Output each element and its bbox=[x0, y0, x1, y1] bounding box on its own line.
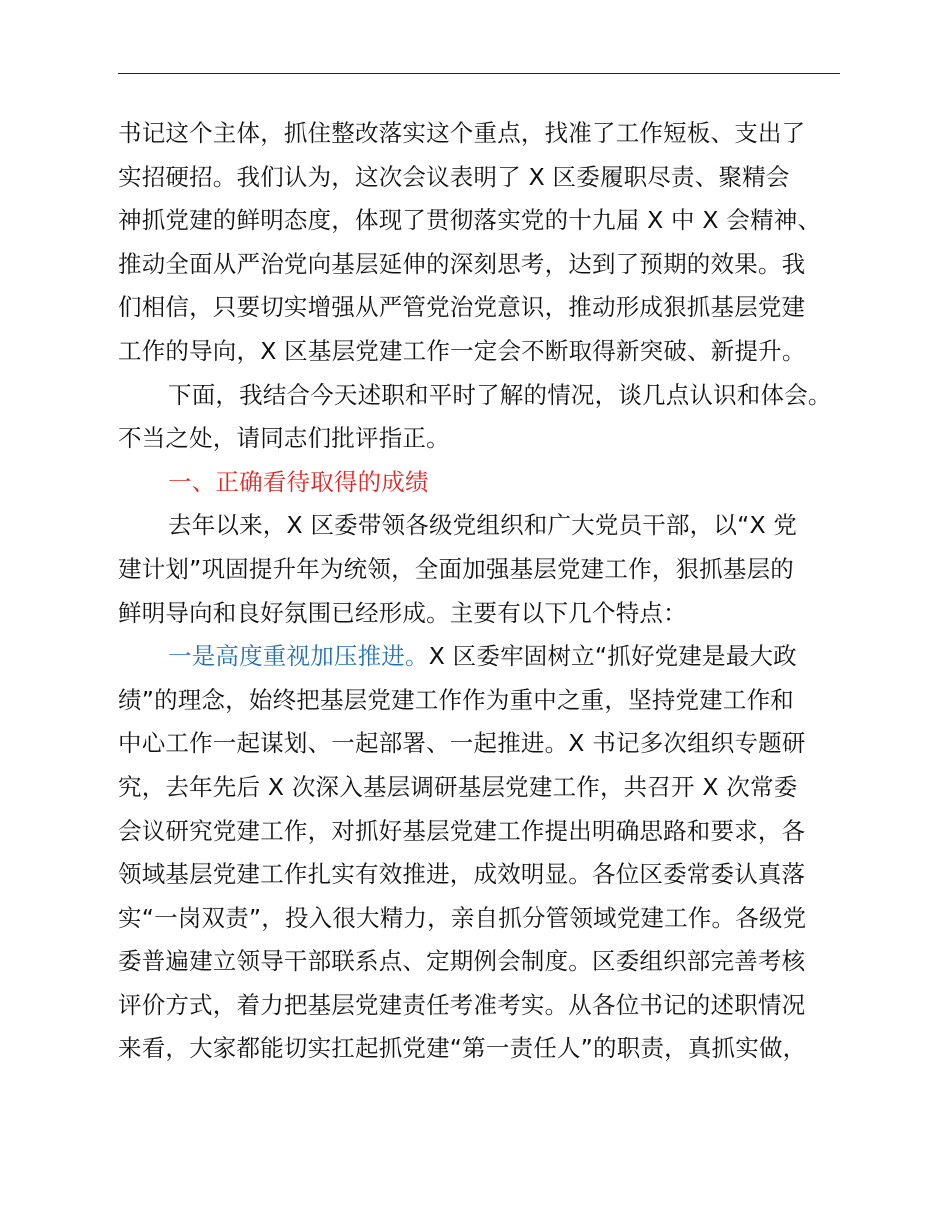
section-heading: 一、正确看待取得的成绩 bbox=[168, 467, 429, 496]
text-line: 究，去年先后 X 次深入基层调研基层党建工作，共召开 X 次常委 bbox=[118, 772, 798, 801]
text-line: 实“一岗双责”，投入很大精力，亲自抓分管领域党建工作。各级党 bbox=[118, 903, 807, 932]
text-line: 建计划”巩固提升年为统领，全面加强基层党建工作，狠抓基层的 bbox=[118, 554, 794, 583]
text-line: 不当之处，请同志们批评指正。 bbox=[118, 424, 450, 453]
text-line: 工作的导向，X 区基层党建工作一定会不断取得新突破、新提升。 bbox=[118, 336, 806, 365]
text-line: 鲜明导向和良好氛围已经形成。主要有以下几个特点： bbox=[118, 598, 687, 627]
text-line: 中心工作一起谋划、一起部署、一起推进。X 书记多次组织专题研 bbox=[118, 729, 806, 758]
text-line: 绩”的理念，始终把基层党建工作作为重中之重，坚持党建工作和 bbox=[118, 685, 794, 714]
header-rule bbox=[118, 73, 840, 74]
text-line: 去年以来，X 区委带领各级党组织和广大党员干部，以“X 党 bbox=[168, 511, 798, 540]
document-body bbox=[118, 112, 840, 1071]
text-line: 评价方式，着力把基层党建责任考准考实。从各位书记的述职情况 bbox=[118, 990, 806, 1019]
text-line: X 区委牢固树立“抓好党建是最大政 bbox=[428, 642, 797, 671]
text-line: 会议研究党建工作，对抓好基层党建工作提出明确思路和要求，各 bbox=[118, 816, 806, 845]
text-line: 神抓党建的鲜明态度，体现了贯彻落实党的十九届 X 中 X 会精神、 bbox=[118, 206, 822, 235]
text-line: 书记这个主体，抓住整改落实这个重点，找准了工作短板、支出了 bbox=[118, 119, 806, 147]
point-paragraph-start bbox=[118, 635, 840, 679]
text-line: 领域基层党建工作扎实有效推进，成效明显。各位区委常委认真落 bbox=[118, 860, 806, 889]
text-line: 来看，大家都能切实扛起抓党建“第一责任人”的职责，真抓实做， bbox=[118, 1034, 807, 1063]
text-line: 推动全面从严治党向基层延伸的深刻思考，达到了预期的效果。我 bbox=[118, 249, 806, 278]
point-heading: 一是高度重视加压推进。 bbox=[168, 642, 429, 671]
text-line: 下面，我结合今天述职和平时了解的情况，谈几点认识和体会。 bbox=[168, 380, 832, 409]
text-line: 委普遍建立领导干部联系点、定期例会制度。区委组织部完善考核 bbox=[118, 947, 806, 976]
text-line: 们相信，只要切实增强从严管党治党意识，推动形成狠抓基层党建 bbox=[118, 293, 806, 322]
text-line: 实招硬招。我们认为，这次会议表明了 X 区委履职尽责、聚精会 bbox=[118, 162, 790, 191]
